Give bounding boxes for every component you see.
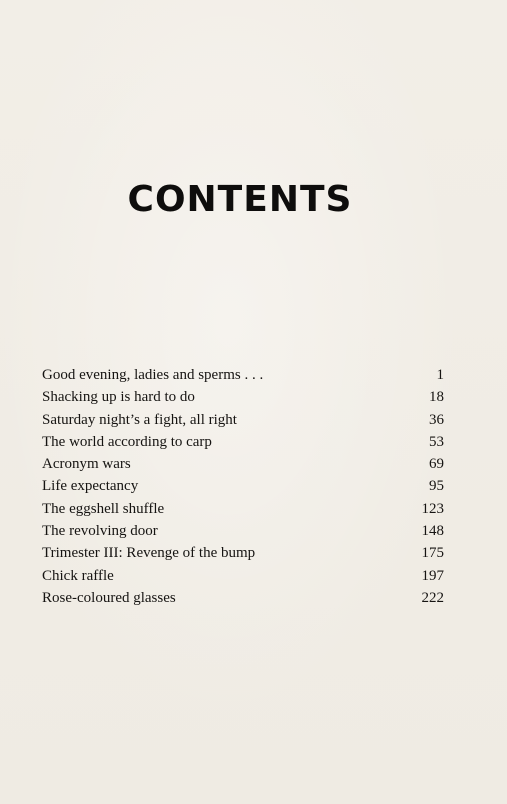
toc-entry-page: 69 xyxy=(429,456,444,473)
toc-entry-title: Trimester III: Revenge of the bump xyxy=(42,545,256,562)
toc-entry-title: The world according to carp xyxy=(42,433,212,450)
toc-entry xyxy=(42,498,444,520)
toc-entry-page: 18 xyxy=(429,389,444,406)
table-of-contents xyxy=(42,364,444,609)
toc-entry-page: 53 xyxy=(429,433,444,450)
toc-entry xyxy=(42,364,444,386)
toc-entry xyxy=(42,565,444,587)
toc-entry-page: 197 xyxy=(421,567,444,584)
contents-heading: CONTENTS xyxy=(127,179,353,220)
toc-entry-title: Life expectancy xyxy=(42,478,139,495)
toc-entry-title: Good evening, ladies and sperms . . . xyxy=(42,367,264,383)
toc-entry xyxy=(42,520,444,542)
toc-entry xyxy=(42,587,444,609)
toc-entry-title: Saturday night’s a fight, all right xyxy=(42,411,237,428)
toc-entry-page: 36 xyxy=(429,411,444,428)
toc-entry-page: 1 xyxy=(436,367,444,383)
toc-entry xyxy=(42,453,444,475)
toc-entry-title: The eggshell shuffle xyxy=(42,500,165,517)
toc-entry xyxy=(42,409,444,431)
toc-entry xyxy=(42,542,444,564)
toc-entry-page: 95 xyxy=(429,478,444,495)
toc-entry-page: 148 xyxy=(421,523,444,540)
toc-entry-page: 175 xyxy=(421,545,444,562)
toc-entry xyxy=(42,431,444,453)
toc-entry-title: Shacking up is hard to do xyxy=(42,389,195,406)
toc-entry-title: Rose-coloured glasses xyxy=(42,589,176,606)
toc-entry-page: 123 xyxy=(421,500,444,517)
toc-entry-title: The revolving door xyxy=(42,523,158,540)
toc-entry xyxy=(42,386,444,408)
toc-entry xyxy=(42,475,444,497)
toc-entry-page: 222 xyxy=(421,589,444,606)
toc-entry-title: Chick raffle xyxy=(42,567,114,584)
toc-entry-title: Acronym wars xyxy=(42,456,131,473)
